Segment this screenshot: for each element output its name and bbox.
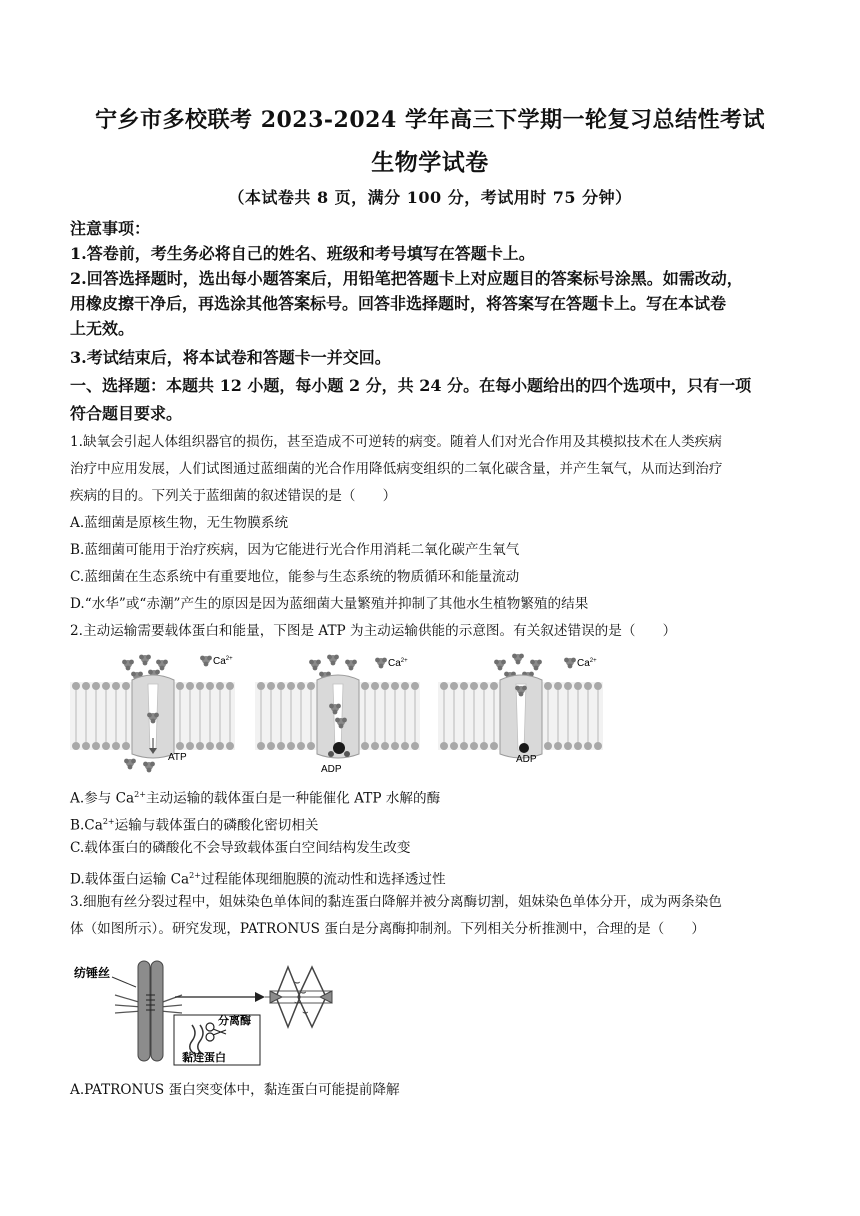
notice-item-2-line-1: 2.回答选择题时，选出每小题答案后，用铅笔把答题卡上对应题目的答案标号涂黑。如需改动， <box>70 269 743 288</box>
exam-title: 宁乡市多校联考 2023-2024 学年高三下学期一轮复习总结性考试 <box>95 107 765 133</box>
atp-pump-figure <box>70 650 630 775</box>
section-heading-line-1: 一、选择题：本题共 12 小题，每小题 2 分，共 24 分。在每小题给出的四个选项中，只有一项 <box>70 376 752 395</box>
atp-label: ATP <box>168 752 187 763</box>
adp-label-1: ADP <box>321 764 342 775</box>
q1-option-c: C.蓝细菌在生态系统中有重要地位，能参与生态系统的物质循环和能量流动 <box>70 569 520 585</box>
ion-label-2: $Ca^{2+}$ <box>388 658 408 669</box>
q1-stem-line-2: 治疗中应用发展，人们试图通过蓝细菌的光合作用降低病变组织的二氧化碳含量，并产生氧气，从而达到治疗 <box>70 461 723 477</box>
exam-info: （本试卷共 8 页，满分 100 分，考试用时 75 分钟） <box>228 188 632 207</box>
chromatid-separation-figure <box>70 955 350 1070</box>
q1-option-a: A.蓝细菌是原核生物，无生物膜系统 <box>70 515 289 531</box>
ion-label-1: $Ca^{2+}$ <box>213 656 233 667</box>
notice-item-2-line-3: 上无效。 <box>70 319 135 338</box>
separase-label: 分离酶 <box>218 1015 251 1027</box>
notice-item-2-line-2: 用橡皮擦干净后，再选涂其他答案标号。回答非选择题时，将答案写在答题卡上。写在本试卷 <box>70 294 727 313</box>
section-heading-line-2: 符合题目要求。 <box>70 404 183 423</box>
ion-label-3: $Ca^{2+}$ <box>577 658 597 669</box>
notice-item-3: 3.考试结束后，将本试卷和答题卡一并交回。 <box>70 348 391 367</box>
q2-option-b: $B.Ca^{2+}$运输与载体蛋白的磷酸化密切相关 <box>70 817 319 834</box>
svg-text:⌣: ⌣ <box>294 997 301 1008</box>
pump-panel-3 <box>438 654 603 765</box>
cohesin-label: 黏连蛋白 <box>182 1052 226 1064</box>
q1-option-b: B.蓝细菌可能用于治疗疾病，因为它能进行光合作用消耗二氧化碳产生氧气 <box>70 542 520 558</box>
q2-option-c: C.载体蛋白的磷酸化不会导致载体蛋白空间结构发生改变 <box>70 840 411 856</box>
q3-option-a: A.PATRONUS 蛋白突变体中，黏连蛋白可能提前降解 <box>70 1082 400 1098</box>
adp-label-2: ADP <box>516 754 537 765</box>
pump-panel-2 <box>255 655 420 775</box>
notice-item-1: 1.答卷前，考生务必将自己的姓名、班级和考号填写在答题卡上。 <box>70 244 535 263</box>
q2-stem: 2.主动运输需要载体蛋白和能量，下图是 ATP 为主动运输供能的示意图。有关叙述错误的是（ ） <box>70 623 677 639</box>
q2-option-a: A.参与 $Ca^{2+}$主动运输的载体蛋白是一种能催化 ATP 水解的酶 <box>70 790 441 807</box>
q3-stem-line-2: 体（如图所示）。研究发现，PATRONUS 蛋白是分离酶抑制剂。下列相关分析推测中，合理的是（ ） <box>70 921 705 937</box>
svg-text:⌣: ⌣ <box>294 977 301 988</box>
q1-stem-line-1: 1.缺氧会引起人体组织器官的损伤，甚至造成不可逆转的病变。随着人们对光合作用及其模拟技术在人类疾病 <box>70 434 722 450</box>
q1-stem-line-3: 疾病的目的。下列关于蓝细菌的叙述错误的是（ ） <box>70 488 397 504</box>
q2-option-d: D.载体蛋白运输 $Ca^{2+}$过程能体现细胞膜的流动性和选择透过性 <box>70 871 446 888</box>
svg-text:⌣: ⌣ <box>302 1007 309 1018</box>
q1-option-d: D.“水华”或“赤潮”产生的原因是因为蓝细菌大量繁殖并抑制了其他水生植物繁殖的结果 <box>70 596 589 612</box>
pump-panel-1 <box>70 655 235 773</box>
notice-heading: 注意事项： <box>70 219 151 238</box>
spindle-label: 纺锤丝 <box>74 966 111 980</box>
q3-stem-line-1: 3.细胞有丝分裂过程中，姐妹染色单体间的黏连蛋白降解并被分离酶切割，姐妹染色单体分开，成为两条染色 <box>70 894 722 910</box>
svg-text:⌣: ⌣ <box>300 987 307 998</box>
exam-subject-title: 生物学试卷 <box>371 149 489 176</box>
